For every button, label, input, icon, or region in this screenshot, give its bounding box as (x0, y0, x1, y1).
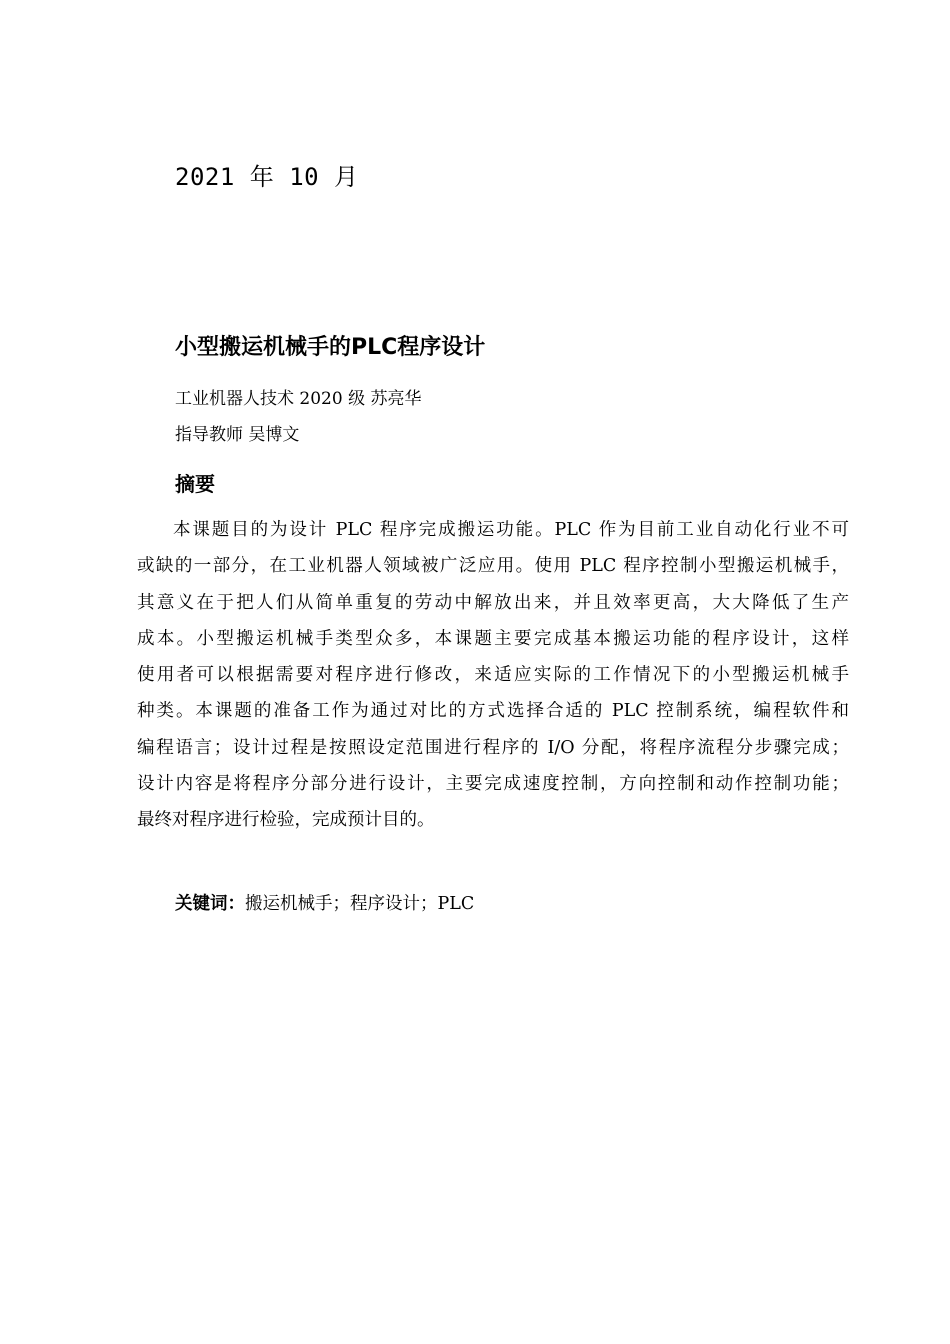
abstract-heading: 摘要 (175, 472, 215, 496)
abstract-line: 或缺的一部分，在工业机器人领域被广泛应用。使用 PLC 程序控制小型搬运机械手， (137, 556, 849, 577)
keywords-line (175, 891, 474, 917)
abstract-line: 种类。本课题的准备工作为通过对比的方式选择合适的 PLC 控制系统，编程软件和 (137, 701, 849, 722)
keywords-value: 搬运机械手；程序设计；PLC (245, 894, 475, 914)
abstract-line: 编程语言；设计过程是按照设定范围进行程序的 I/O 分配，将程序流程分步骤完成； (137, 737, 849, 758)
author-line: 工业机器人技术 2020 级 苏亮华 (175, 389, 422, 409)
abstract-line: 本课题目的为设计 PLC 程序完成搬运功能。PLC 作为目前工业自动化行业不可 (173, 520, 849, 540)
advisor-line: 指导教师 吴博文 (175, 425, 300, 445)
abstract-line: 其意义在于把人们从简单重复的劳动中解放出来，并且效率更高，大大降低了生产 (137, 592, 849, 613)
paper-title: 小型搬运机械手的PLC程序设计 (175, 335, 486, 360)
abstract-line: 成本。小型搬运机械手类型众多，本课题主要完成基本搬运功能的程序设计，这样 (137, 628, 849, 649)
abstract-line: 最终对程序进行检验，完成预计目的。 (137, 810, 435, 831)
abstract-line: 设计内容是将程序分部分进行设计，主要完成速度控制，方向控制和动作控制功能； (137, 774, 849, 795)
submission-date: 2021 年 10 月 (175, 163, 359, 191)
abstract-line: 使用者可以根据需要对程序进行修改，来适应实际的工作情况下的小型搬运机械手 (137, 665, 849, 686)
keywords-label: 关键词： (175, 894, 245, 914)
abstract-body (137, 512, 849, 839)
